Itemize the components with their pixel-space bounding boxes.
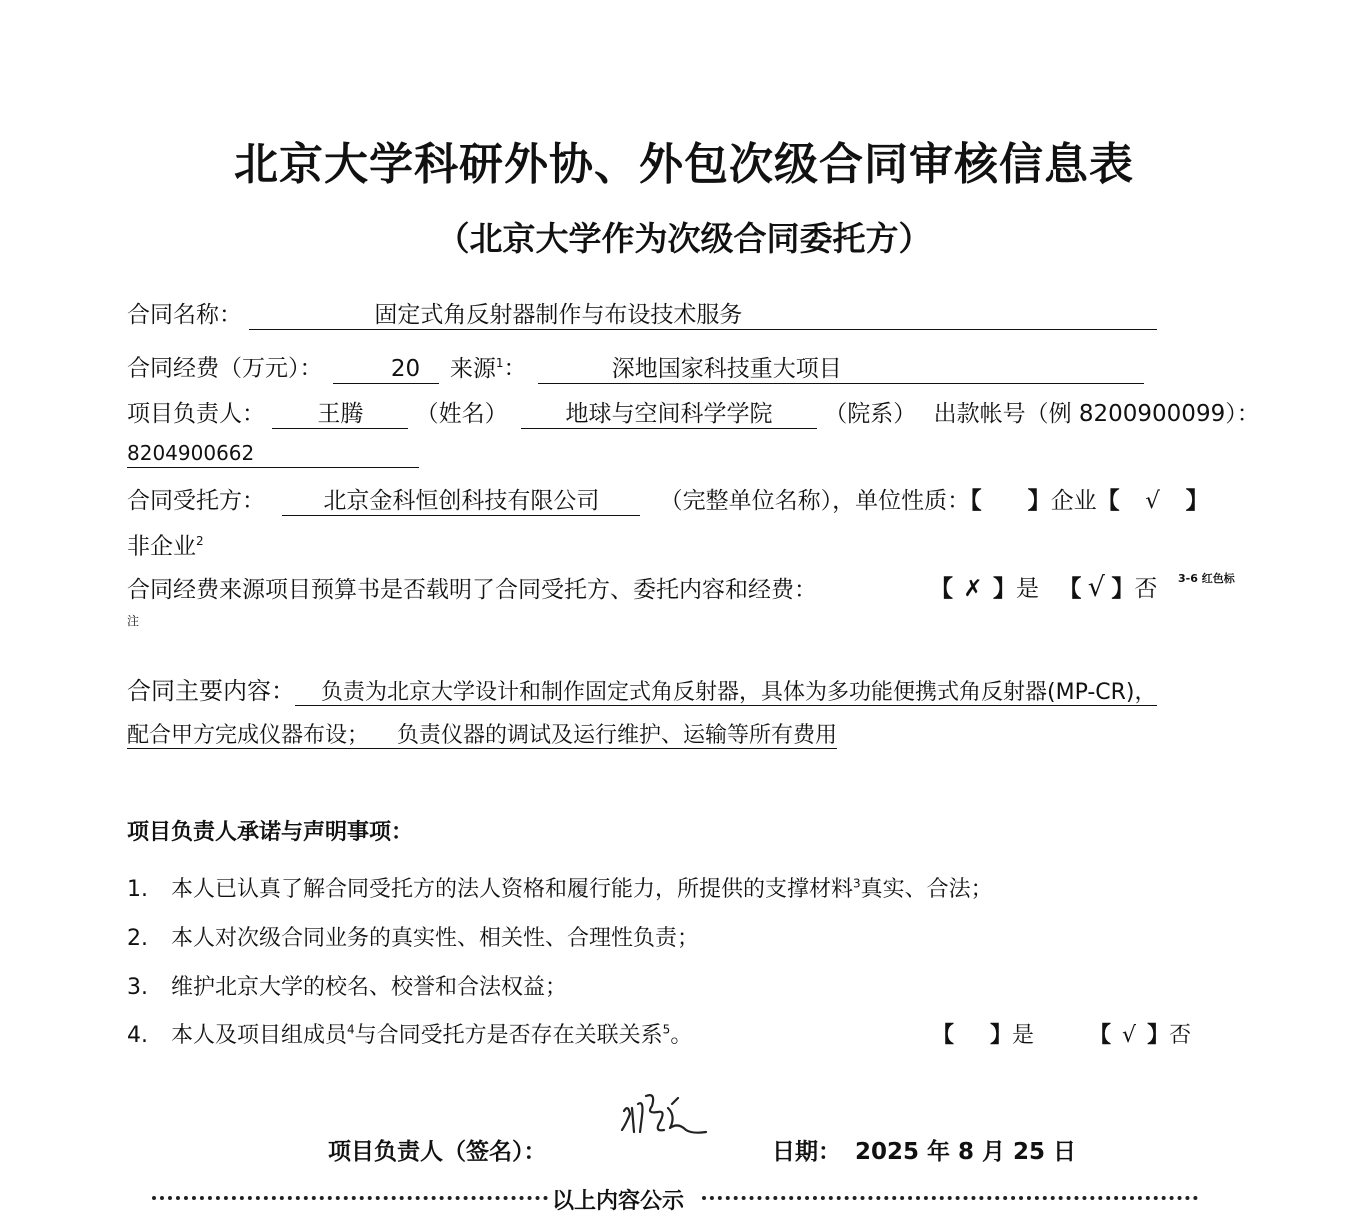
contract-fee-label: 合同经费（万元）： [127,355,323,382]
handwritten-signature [616,1086,716,1156]
commitment-number: 1. [127,877,148,902]
commitment-number: 3. [127,975,148,1000]
leader-name-field[interactable] [272,400,408,429]
leader-name-value: 王腾 [317,401,364,427]
commitment-item [127,921,699,952]
main-content-row1 [127,675,1157,709]
footnote-5: 5 [662,1022,671,1037]
budget-yes-checkbox[interactable]: ✗ [963,576,983,602]
footnote-3: 3 [853,876,861,891]
relation-answer-row: 【 】是 【 √ 】否 [932,1023,1192,1048]
source-field[interactable] [538,355,1144,384]
dotted-divider-left [152,1196,548,1200]
main-content-row2 [127,720,837,752]
relation-yes-label: 是 [1012,1023,1035,1048]
date-label: 日期： [772,1139,841,1165]
signature-image [616,1086,716,1156]
account-row [127,438,419,468]
main-content-line1: 负责为北京大学设计和制作固定式角反射器，具体为多功能便携式角反射器(MP-CR)， [295,680,1157,706]
main-content-line2: 配合甲方完成仪器布设； 负责仪器的调试及运行维护、运输等所有费用 [127,723,837,748]
source-value: 深地国家科技重大项目 [611,355,842,382]
main-content-label: 合同主要内容： [127,677,295,705]
leader-dept-field[interactable] [521,400,817,429]
footnote-4: 4 [347,1022,355,1037]
commitment-item [127,1018,692,1049]
leader-label: 项目负责人： [127,401,265,427]
commitments-heading: 项目负责人承诺与声明事项： [127,820,414,845]
footnote-2: 2 [196,534,204,548]
commitment-item [127,872,993,903]
commitment-text: 本人已认真了解合同受托方的法人资格和履行能力，所提供的支撑材料 [171,877,854,902]
commitment-text: 维护北京大学的校名、校誉和合法权益； [171,975,568,1000]
contract-name-field[interactable] [249,301,1157,330]
leader-dept-hint: （院系） [824,401,917,427]
date-value: 2025 年 8 月 25 日 [855,1139,1077,1165]
contractor-field[interactable] [282,487,640,516]
page-title: 北京大学科研外协、外包次级合同审核信息表 [234,139,1134,190]
commitment-text: 本人对次级合同业务的真实性、相关性、合理性负责； [171,926,700,951]
source-colon: ： [503,355,527,382]
commitment-text-tail: 真实、合法； [860,877,993,902]
source-label: 来源 [449,355,496,382]
budget-note-tail: 注 [127,614,140,628]
budget-answer-row: 【 ✗ 】是 【 √ 】否 [930,572,1158,603]
enterprise-label: 企业 [1050,488,1097,514]
contract-name-label: 合同名称： [127,302,242,328]
contractor-hint: （完整单位名称），单位性质： [659,488,971,514]
relation-no-label: 否 [1169,1023,1192,1048]
contract-fee-value: 20 [390,355,421,382]
relation-no-checkbox[interactable]: √ [1122,1023,1137,1048]
commitment-number: 2. [127,926,148,951]
source-footnote-1: 1 [495,356,504,370]
contract-name-row [127,300,1157,330]
non-enterprise-checkbox[interactable]: √ [1145,488,1160,514]
budget-note-sup: 3-6 红色标 [1178,572,1235,585]
commitment-text-mid: 与合同受托方是否存在关联关系 [354,1023,663,1048]
project-leader-row [127,399,1260,429]
contractor-value: 北京金科恒创科技有限公司 [323,488,600,514]
budget-yes-label: 是 [1016,576,1039,602]
leader-name-hint: （姓名） [415,401,508,427]
signature-label: 项目负责人（签名）： [328,1139,547,1165]
contract-name-value: 固定式角反射器制作与布设技术服务 [374,302,743,328]
budget-question-row [127,575,817,605]
non-enterprise-row [127,526,204,562]
budget-no-checkbox[interactable]: √ [1087,572,1105,603]
leader-dept-value: 地球与空间科学学院 [565,401,773,427]
contractor-row: 合同受托方： 北京金科恒创科技有限公司 （完整单位名称），单位性质：【 】企业【 √ 】 [127,488,1209,514]
contract-fee-field[interactable] [333,355,439,384]
commitment-text-tail: 。 [670,1023,693,1048]
budget-question-text: 合同经费来源项目预算书是否载明了合同受托方、委托内容和经费： [127,577,817,603]
account-field[interactable] [127,439,419,468]
commitment-item [127,970,567,1001]
publicity-text: 以上内容公示 [552,1189,685,1214]
contractor-label: 合同受托方： [127,488,265,514]
dotted-divider-right [702,1196,1198,1200]
commitment-text: 本人及项目组成员 [171,1023,348,1048]
account-label: 出款帐号（例 8200900099）： [933,401,1260,427]
budget-no-label: 否 [1134,576,1158,602]
non-enterprise-label: 非企业 [127,533,196,560]
contract-fee-row [127,348,1144,384]
page-subtitle: （北京大学作为次级合同委托方） [436,219,932,258]
commitment-number: 4. [127,1023,148,1048]
account-value: 8204900662 [127,441,255,465]
